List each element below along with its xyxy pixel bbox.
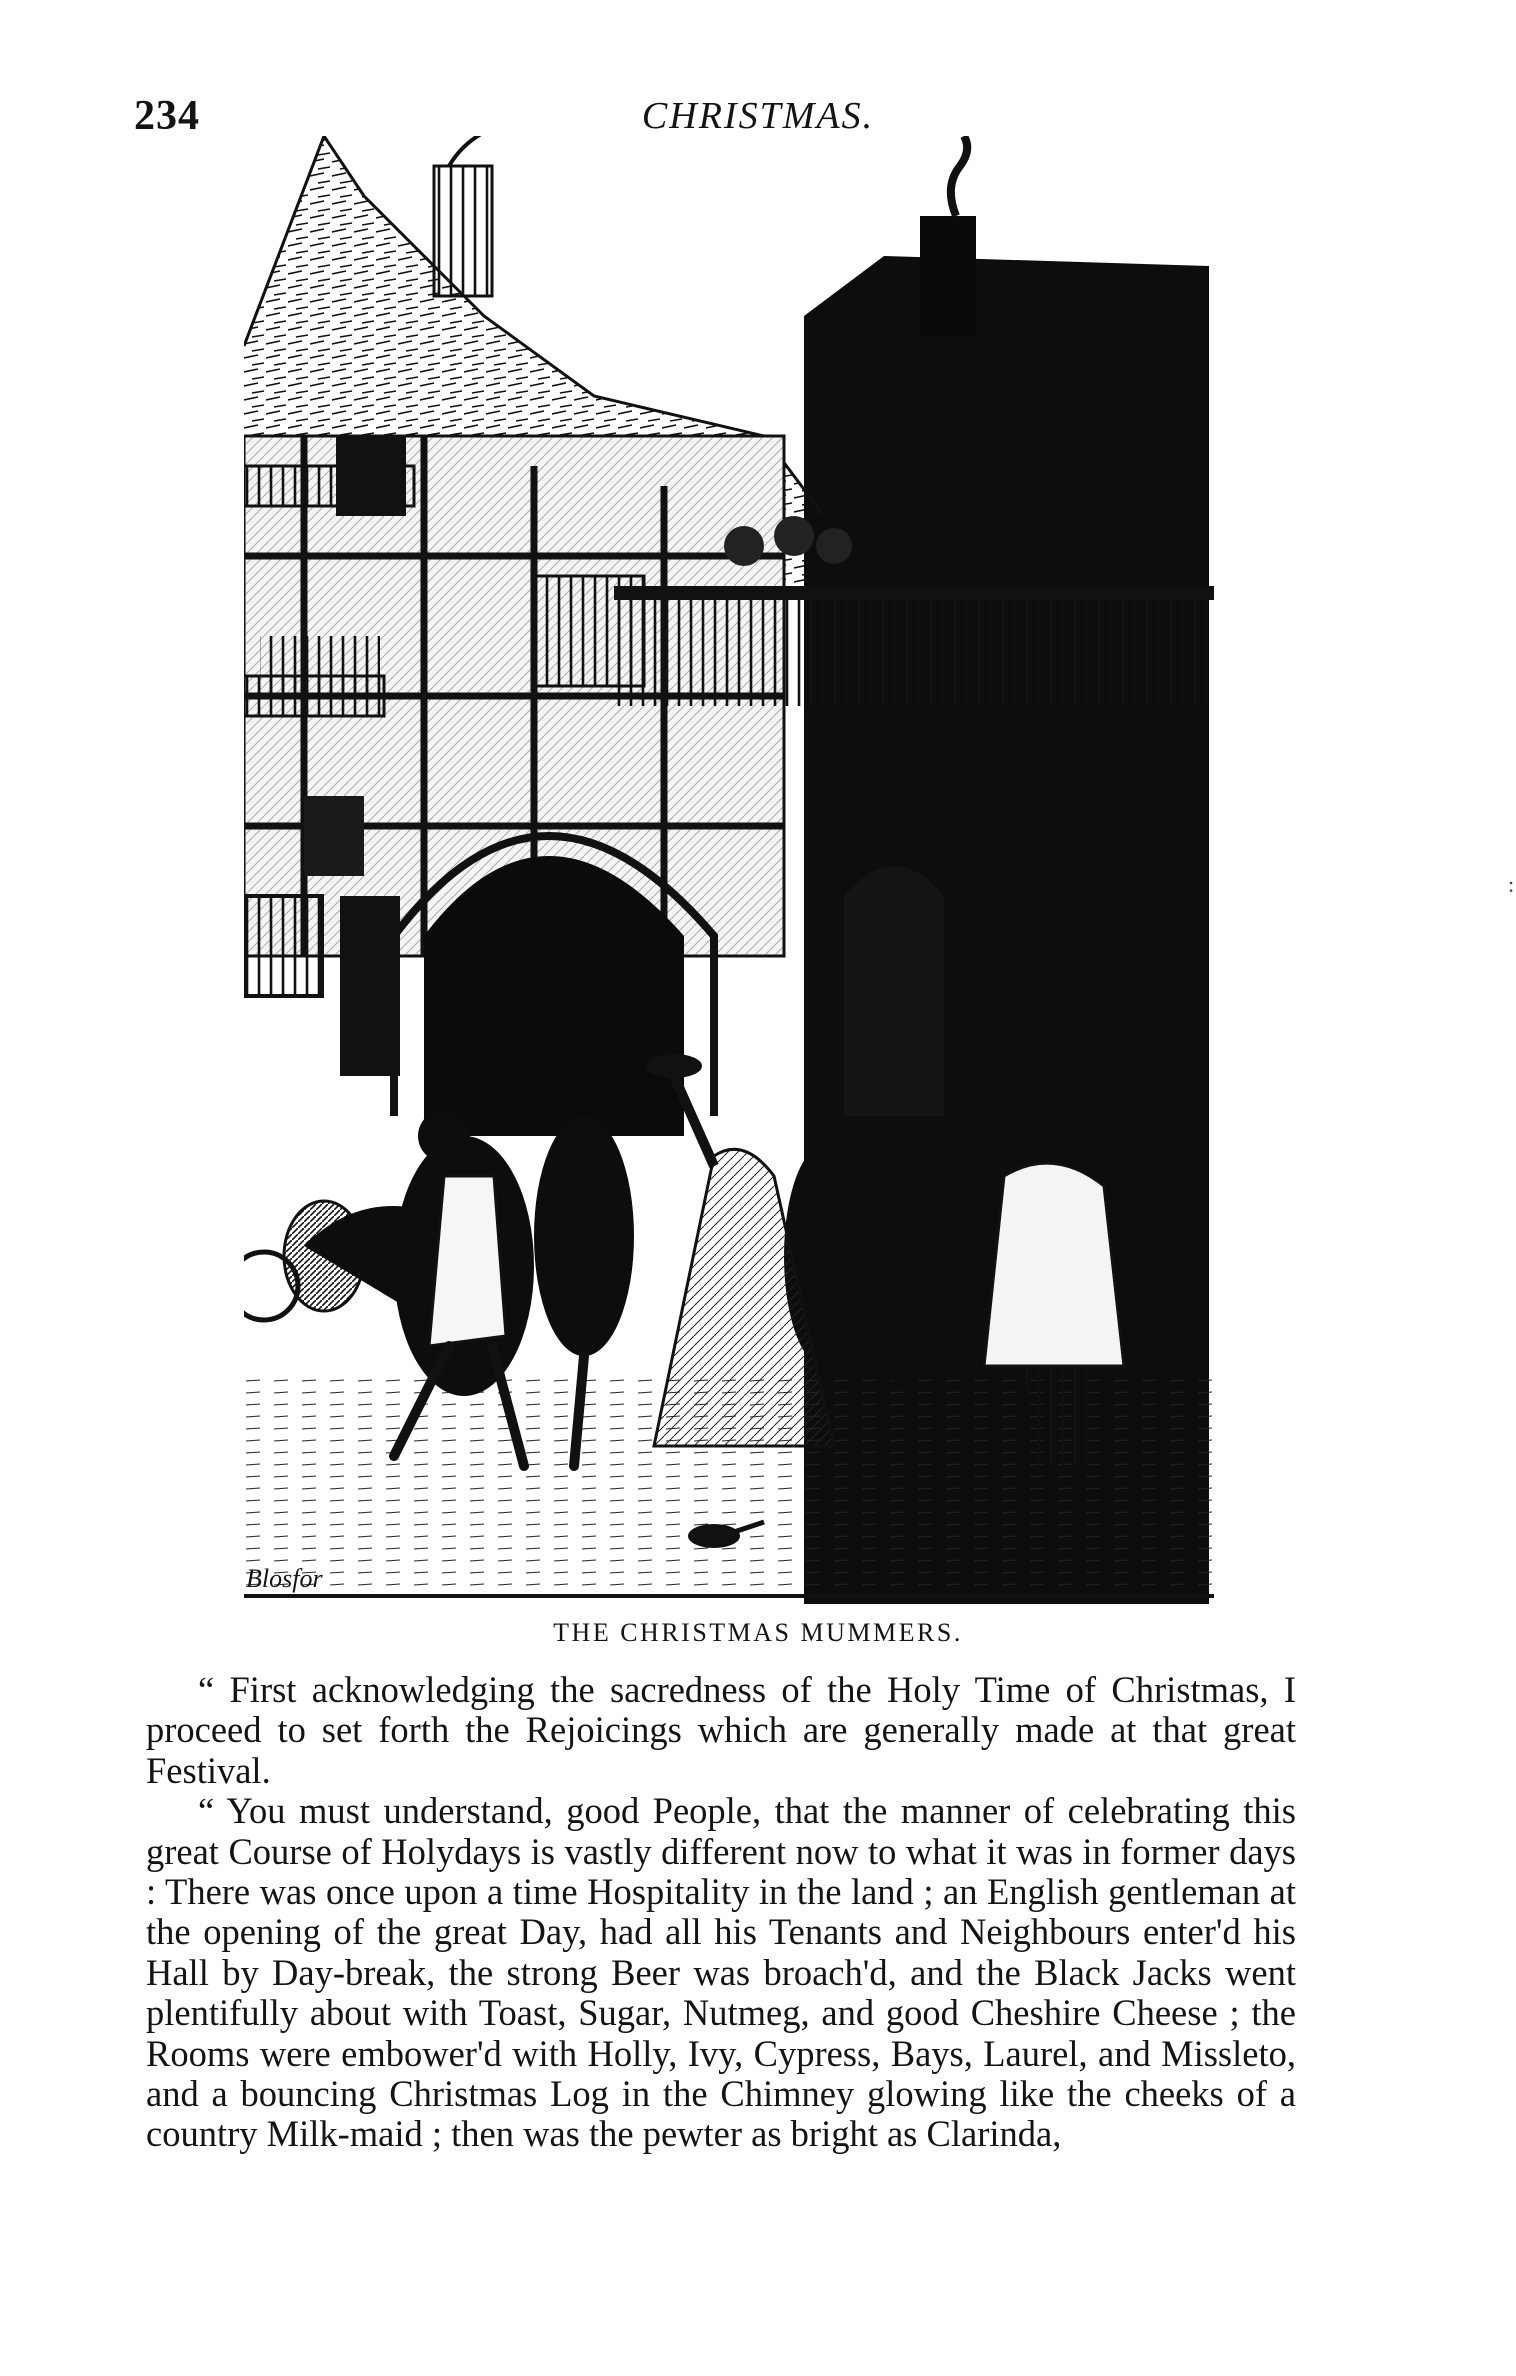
margin-mark: :	[1508, 872, 1515, 897]
paragraph-2	[146, 1791, 1296, 2155]
text-line: to what it was in former days : There was once upon a time	[146, 1830, 1296, 1913]
text-line: Hall by Day-break, the strong Beer was broach'd, and the	[146, 1951, 1035, 1993]
text-line: Hospitality in the land ; an English gentleman at the opening	[146, 1871, 1296, 1953]
text-line: country Milk-maid ; then was the pewter as bright as Clarinda,	[146, 2113, 1062, 2155]
text-line: Black Jacks went plentifully about with Toast, Sugar, Nutmeg,	[146, 1951, 1296, 2034]
paragraph-1	[146, 1670, 1296, 1791]
text-line: Christmas, I proceed to set forth the Rejoicings which are	[146, 1669, 1297, 1751]
text-line: and good Cheshire Cheese ; the Rooms were embower'd with	[146, 1992, 1296, 2074]
text-line: of the great Day, had all his Tenants and Neighbours enter'd his	[333, 1911, 1297, 1953]
text-line: Christmas Log in the Chimney glowing like the cheeks of a	[389, 2073, 1297, 2115]
body-text	[146, 1670, 1296, 2155]
text-line: celebrating this great Course of Holydays is vastly different now	[146, 1790, 1296, 1872]
page-number: 234	[134, 93, 200, 139]
illustration-caption: THE CHRISTMAS MUMMERS.	[553, 1618, 963, 1647]
running-title: CHRISTMAS.	[641, 95, 875, 137]
text-line: generally made at that great Festival.	[146, 1709, 1296, 1791]
christmas-mummers-engraving	[244, 136, 1214, 1604]
text-line: “ You must understand, good People, that the manner of	[198, 1790, 1068, 1832]
text-line: “ First acknowledging the sacredness of the Holy Time of	[198, 1669, 1112, 1710]
engraver-signature: Blosfor	[246, 1564, 323, 1593]
text-line: Holly, Ivy, Cypress, Bays, Laurel, and Missleto, and a bouncing	[146, 2032, 1296, 2115]
